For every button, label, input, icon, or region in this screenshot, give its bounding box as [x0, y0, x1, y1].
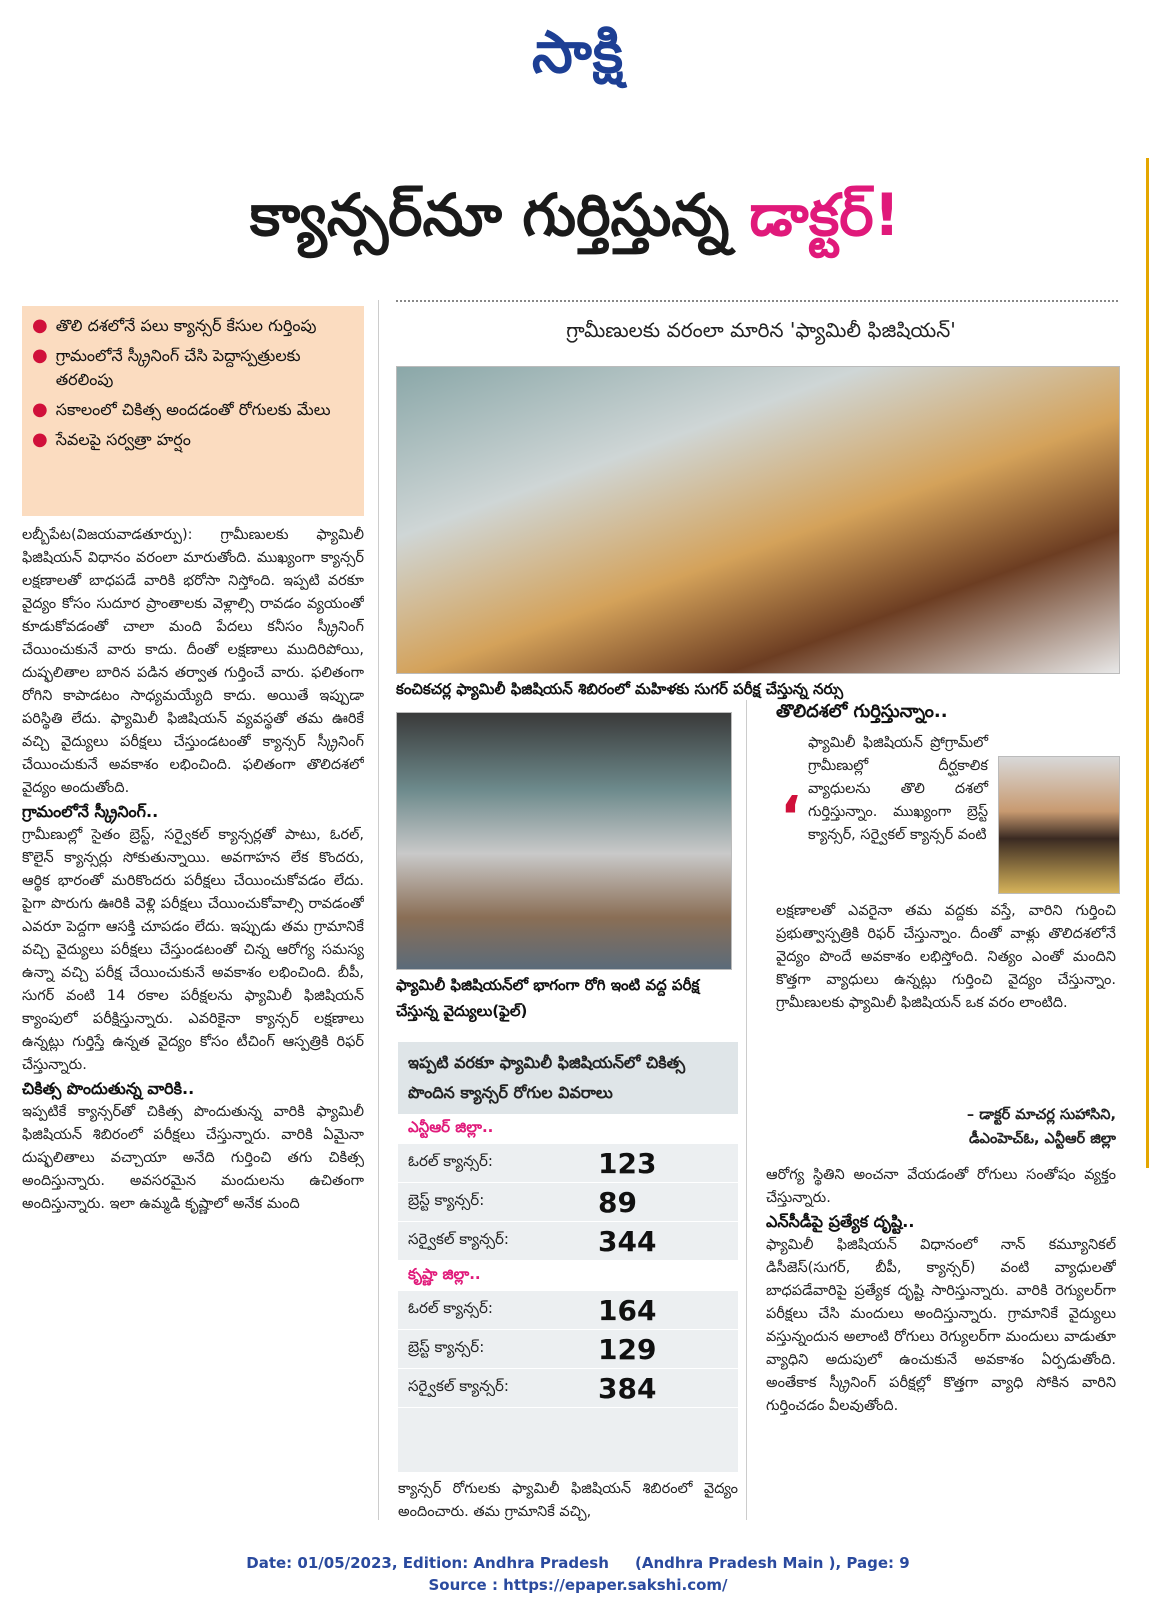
caption-photo-1: కంచికచర్ల ఫ్యామిలీ ఫిజిషియన్ శిబిరంలో మహిళకు సుగర్ పరీక్ష చేస్తున్న నర్సు — [396, 680, 844, 698]
quote-designation: డీఎంహెచ్‌ఓ, ఎన్టీఆర్ జిల్లా — [968, 1131, 1116, 1147]
table-title: ఇప్పటి వరకూ ఫ్యామిలీ ఫిజిషియన్‌లో చికిత్స పొందిన క్యాన్సర్ రోగుల వివరాలు — [398, 1042, 738, 1114]
photo-doctor-portrait — [998, 756, 1120, 894]
table-row: సర్వైకల్ క్యాన్సర్: 344 — [398, 1222, 738, 1261]
table-row: ఓరల్ క్యాన్సర్: 164 — [398, 1291, 738, 1330]
footer-date: Date: 01/05/2023, Edition: Andhra Pradesh (Andhra Pradesh Main ), Page: 9 — [246, 1554, 910, 1572]
headline-main: క్యాన్సర్‌నూ గుర్తిస్తున్న — [249, 181, 750, 249]
table-row: సర్వైకల్ క్యాన్సర్: 384 — [398, 1369, 738, 1408]
dotted-rule — [396, 300, 1118, 302]
health-status-paragraph: ఆరోగ్య స్థితిని అంచనా వేయడంతో రోగులు సంతోషం వ్యక్తం చేస్తున్నారు. — [766, 1167, 1116, 1206]
ncd-paragraph: ఫ్యామిలీ ఫిజిషియన్ విధానంలో నాన్ కమ్యూనికల్ డిసీజెస్(సుగర్, బీపీ, క్యాన్సర్) వంటి వ్యాధులతో బాధపడేవారిపై ప్రత్యేక దృష్టి సారిస్తున్నారు. వారికి రెగ్యులర్‌గా పరీక్షలు చేసి మందులు అందిస్తున్నారు. గ్రామానికే వైద్యులు వస్తున్నందున అలాంటి రోగులు రెగ్యులర్‌గా మందులు వాడుతూ వ్యాధిని అదుపులో ఉంచుకునే అవకాశం ఏర్పడుతోంది. అంతేకాక స్క్రీనింగ్ పరీక్షల్లో కొత్తగా వ్యాధి సోకిన వారిని గుర్తించడం వీలవుతోంది. — [766, 1237, 1116, 1414]
intro-paragraph: లబ్బీపేట(విజయవాడతూర్పు): గ్రామీణులకు ఫ్యామిలీ ఫిజిషియన్ విధానం వరంలా మారుతోంది. ముఖ్యంగా క్యాన్సర్ లక్షణాలతో బాధపడే వారికి భరోసా నిస్తోంది. ఇప్పటి వరకూ వైద్యం కోసం సుదూర ప్రాంతాలకు వెళ్లాల్సి రావడం వ్యయంతో కూడుకోవడంతో చాలా మంది పేదలు కనీసం స్క్రీనింగ్ చేయించుకునే వారు కాదు. దీంతో లక్షణాలు ముదిరిపోయి, దుష్ఫలితాల బారిన పడిన తర్వాత గుర్తించే వారు. ఫలితంగా రోగిని కాపాడటం సాధ్యమయ్యేది కాదు. అయితే ఇప్పుడా పరిస్థితి లేదు. ఫ్యామిలీ ఫిజిషియన్ వ్యవస్థతో తమ ఊరికే వచ్చి వైద్యులు పరీక్షలు చేస్తుండటంతో క్యాన్సర్ స్క్రీనింగ్ చేయించుకునే అవకాశం లభించింది. ఫలితంగా తొలిదశలో వైద్యం అందుతోంది. — [22, 527, 364, 796]
photo-sugar-test — [396, 366, 1120, 674]
article-subtitle: గ్రామీణులకు వరంలా మారిన 'ఫ్యామిలీ ఫిజిషియన్' — [566, 318, 956, 342]
highlight-item: ● తొలి దశలోనే పలు క్యాన్సర్ కేసుల గుర్తింపు — [32, 315, 317, 336]
left-column — [22, 524, 364, 1524]
bullet-dot-icon: ● — [32, 345, 48, 366]
treatment-paragraph: ఇప్పటికే క్యాన్సర్‌తో చికిత్స పొందుతున్న వారికి ఫ్యామిలీ ఫిజిషియన్ శిబిరంలో పరీక్షలు చేస్తున్నారు. వారికి ఏమైనా దుష్ఫలితాలు వచ్చాయా అనేది గుర్తించి తగు చికిత్స అందిస్తున్నారు. అవసరమైన మందులను ఉచితంగా అందిస్తున్నారు. ఇలా ఉమ్మడి కృష్ణాలో అనేక మంది — [22, 1104, 364, 1212]
column-divider — [746, 700, 747, 1520]
district-ntr: ఎన్టీఆర్ జిల్లా.. — [398, 1114, 738, 1144]
masthead-logo: సాక్షి — [531, 18, 625, 86]
headline-highlight: డాక్టర్! — [749, 181, 901, 249]
bullet-dot-icon: ● — [32, 429, 48, 450]
highlights-box — [22, 306, 364, 516]
screening-paragraph: గ్రామీణుల్లో సైతం బ్రెస్ట్, సర్వైకల్ క్యాన్సర్లతో పాటు, ఓరల్, కొలైన్ క్యాన్సర్లు సోకుతున్నాయి. అవగాహన లేక కొందరు, ఆర్థిక భారంతో మరికొందరు పరీక్షలు చేయించుకోవడం లేదు. పైగా పొరుగు ఊరికి వెళ్లి పరీక్షలు చేయించుకోవాల్సి రావడంతో ఎవరూ పెద్దగా ఆసక్తి చూపడం లేదు. ఇప్పుడు తమ గ్రామానికే వచ్చి వైద్యులు పరీక్షలు చేస్తుండటంతో చిన్న ఆరోగ్య సమస్య ఉన్నా వచ్చి పరీక్ష చేయించుకునే అవకాశం లభించింది. బీపీ, సుగర్ వంటి 14 రకాల పరీక్షలను ఫ్యామిలీ ఫిజిషియన్ క్యాంపులో పరీక్షిస్తున్నారు. ఎవరికైనా క్యాన్సర్ లక్షణాలు ఉన్నట్లు గుర్తిస్తే ఉన్నత వైద్యం కోసం టీచింగ్ ఆస్పత్రికి రిఫర్ చేస్తున్నారు. — [22, 827, 364, 1073]
right-column — [766, 1164, 1116, 1524]
footer — [0, 1552, 1156, 1596]
highlight-item: ● సకాలంలో చికిత్స అందడంతో రోగులకు మేలు — [32, 399, 331, 420]
table-row: ఓరల్ క్యాన్సర్: 123 — [398, 1144, 738, 1183]
subhead-ncd: ఎన్‌సీడీపై ప్రత్యేక దృష్టి.. — [766, 1212, 915, 1231]
table-row: బ్రెస్ట్ క్యాన్సర్: 129 — [398, 1330, 738, 1369]
bullet-dot-icon: ● — [32, 399, 48, 420]
highlight-item: ● గ్రామంలోనే స్క్రీనింగ్ చేసి పెద్దాస్పత్రులకు తరలింపు — [32, 344, 354, 392]
district-krishna: కృష్ణా జిల్లా.. — [398, 1261, 738, 1291]
photo-home-visit — [396, 712, 732, 970]
subhead-screening: గ్రామంలోనే స్క్రీనింగ్.. — [22, 802, 159, 821]
headline — [20, 180, 1130, 250]
mid-bottom-text: క్యాన్సర్ రోగులకు ఫ్యామిలీ ఫిజిషియన్ శిబిరంలో వైద్యం అందించారు. తమ గ్రామానికే వచ్చి, — [398, 1481, 738, 1520]
caption-photo-2: ఫ్యామిలీ ఫిజిషియన్‌లో భాగంగా రోగి ఇంటి వద్ద పరీక్ష చేస్తున్న వైద్యులు(ఫైల్) — [396, 976, 700, 1020]
cancer-stats-table — [398, 1042, 738, 1472]
bullet-dot-icon: ● — [32, 315, 48, 336]
highlight-item: ● సేవలపై సర్వత్రా హర్షం — [32, 429, 191, 450]
quote-lead: ఫ్యామిలీ ఫిజిషియన్ ప్రోగ్రామ్‌లో గ్రామీణుల్లో దీర్ఘకాలిక వ్యాధులను తొలి దశలో గుర్తిస్తున్నాం. ముఖ్యంగా బ్రెస్ట్ క్యాన్సర్, సర్వైకల్ క్యాన్సర్ వంటి — [808, 735, 988, 843]
quote-heading: తొలిదశలో గుర్తిస్తున్నాం.. — [776, 701, 948, 722]
quote-body: లక్షణాలతో ఎవరైనా తమ వద్దకు వస్తే, వారిని గుర్తించి ప్రభుత్వాస్పత్రికి రిఫర్ చేస్తున్నాం. దీంతో వాళ్లు తొలిదశలోనే వైద్యం పొందే అవకాశం లభిస్తోంది. నిత్యం ఎంతో మందిని కొత్తగా వ్యాధులు ఉన్నట్లు గుర్తించి వైద్యం చేస్తున్నాం. గ్రామీణులకు ఫ్యామిలీ ఫిజిషియన్ ఒక వరం లాంటిది. — [776, 903, 1116, 1011]
table-row: బ్రెస్ట్ క్యాన్సర్: 89 — [398, 1183, 738, 1222]
subhead-treatment: చికిత్స పొందుతున్న వారికి.. — [22, 1079, 195, 1098]
footer-source: Source : https://epaper.sakshi.com/ — [428, 1576, 728, 1594]
right-edge-rule — [1146, 158, 1149, 1168]
quote-author: – డాక్టర్ మాచర్ల సుహాసిని, — [966, 1107, 1116, 1123]
quote-mark-icon: ‘ — [780, 785, 802, 850]
column-divider — [378, 300, 379, 1520]
